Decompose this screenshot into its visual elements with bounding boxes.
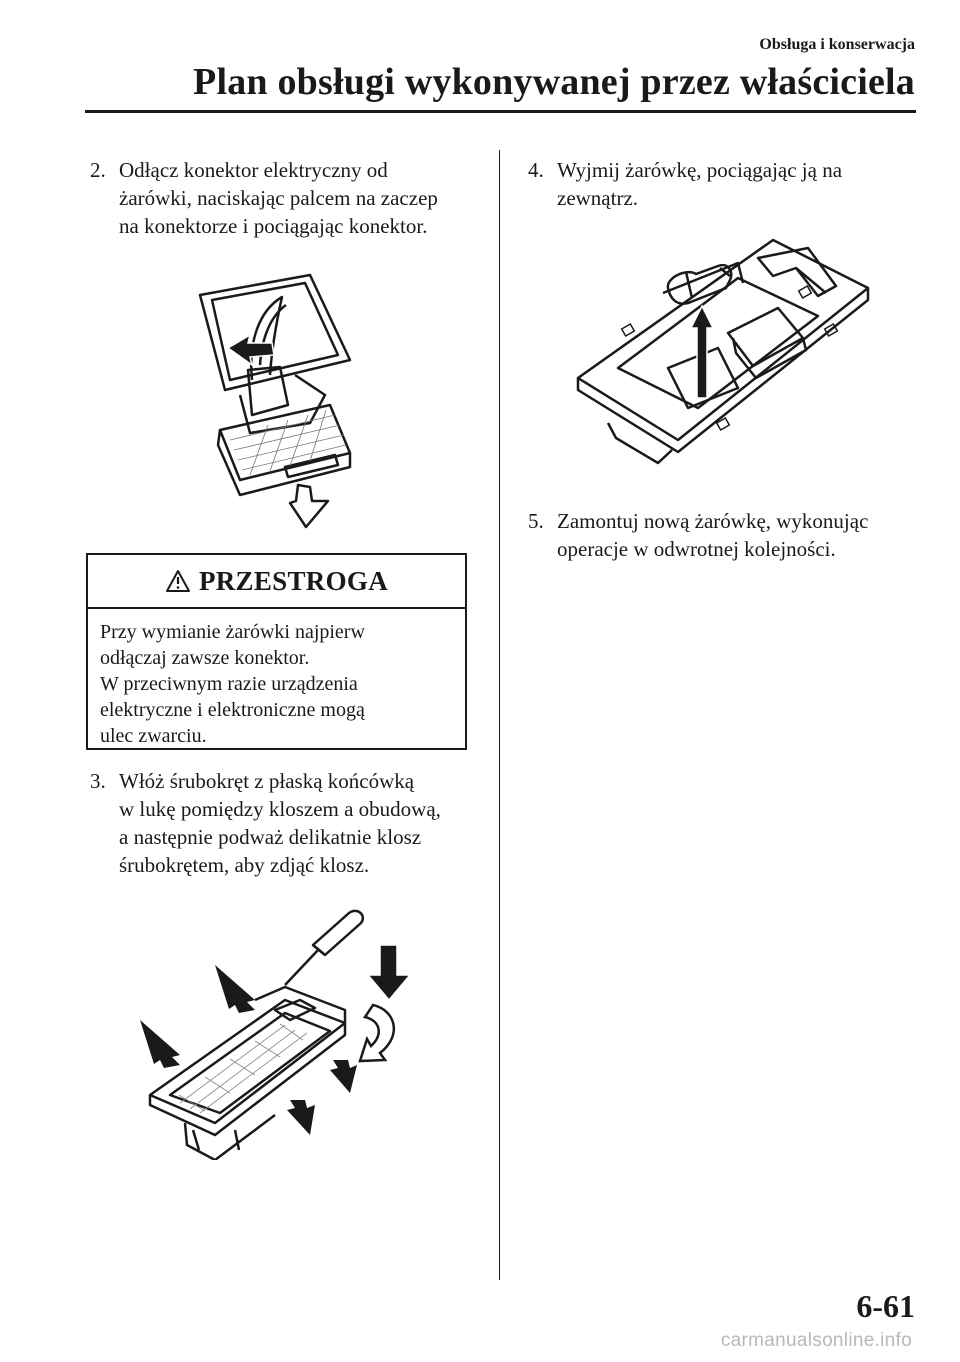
page-number: 6-61 bbox=[856, 1288, 915, 1324]
caution-title: PRZESTROGA bbox=[198, 565, 389, 596]
section-label: Obsługa i konserwacja bbox=[759, 36, 915, 53]
figure-bulb-removal bbox=[568, 238, 878, 468]
caution-box bbox=[86, 553, 467, 750]
step-line: śrubokrętem, aby zdjąć klosz. bbox=[119, 853, 370, 877]
caution-body bbox=[88, 609, 465, 749]
step-line: w lukę pomiędzy kloszem a obudową, bbox=[119, 797, 441, 821]
figure-connector-disconnect bbox=[190, 255, 370, 530]
step-line: żarówki, naciskając palcem na zaczep bbox=[119, 186, 438, 210]
step-number: 5. bbox=[528, 509, 544, 533]
step-line: Zamontuj nową żarówkę, wykonując bbox=[557, 509, 869, 533]
watermark: carmanualsonline.info bbox=[720, 1330, 912, 1351]
step-number: 4. bbox=[528, 158, 544, 182]
step-number: 2. bbox=[90, 158, 106, 182]
step-line: Włóż śrubokręt z płaską końcówką bbox=[119, 769, 415, 793]
step-2 bbox=[90, 156, 490, 240]
step-3 bbox=[90, 767, 490, 879]
column-divider bbox=[499, 150, 500, 1280]
page-title: Plan obsługi wykonywanej przez właściciela bbox=[193, 61, 915, 103]
step-line: zewnątrz. bbox=[557, 186, 639, 210]
caution-line: Przy wymianie żarówki najpierw bbox=[100, 621, 365, 643]
caution-header bbox=[88, 555, 465, 609]
step-line: Wyjmij żarówkę, pociągając ją na bbox=[557, 158, 843, 182]
step-line: Odłącz konektor elektryczny od bbox=[119, 158, 388, 182]
step-4 bbox=[528, 156, 928, 212]
warning-triangle-icon bbox=[165, 569, 191, 593]
step-line: operacje w odwrotnej kolejności. bbox=[557, 537, 836, 561]
caution-line: ulec zwarciu. bbox=[100, 725, 207, 747]
step-line: na konektorze i pociągając konektor. bbox=[119, 214, 428, 238]
caution-line: elektryczne i elektroniczne mogą bbox=[100, 699, 365, 721]
figure-lens-removal bbox=[135, 905, 435, 1160]
step-line: a następnie podważ delikatnie klosz bbox=[119, 825, 422, 849]
header-rule bbox=[85, 110, 916, 113]
caution-line: W przeciwnym razie urządzenia bbox=[100, 673, 358, 695]
caution-line: odłączaj zawsze konektor. bbox=[100, 647, 310, 669]
step-5 bbox=[528, 507, 928, 563]
step-number: 3. bbox=[90, 769, 106, 793]
